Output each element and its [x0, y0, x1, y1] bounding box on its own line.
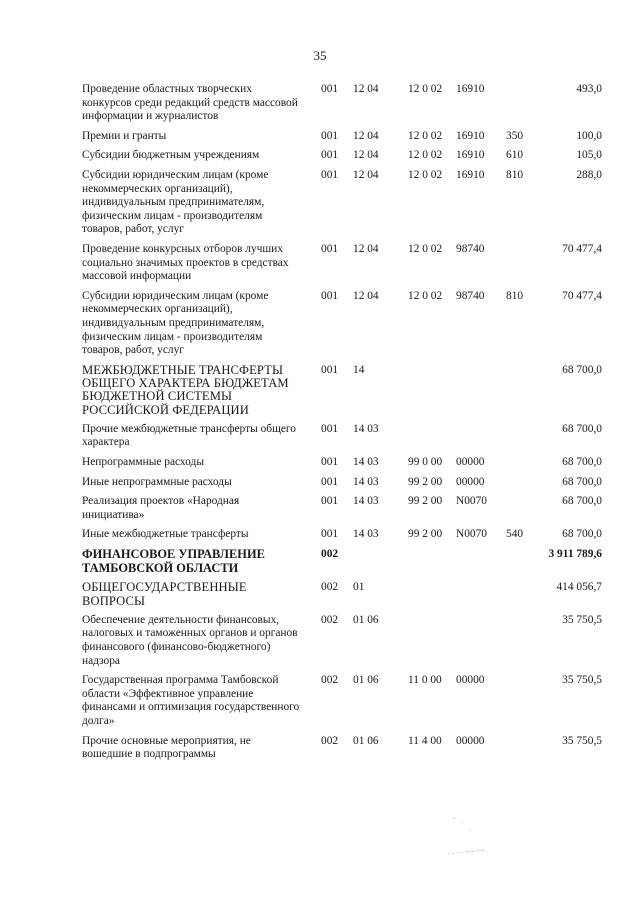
- row-section-code: 12 04: [353, 242, 379, 255]
- row-amount: 70 477,4: [562, 289, 602, 302]
- row-section-code: 12 04: [353, 168, 379, 181]
- row-section-code: 01 06: [353, 613, 379, 626]
- row-amount: 3 911 789,6: [548, 548, 602, 561]
- row-target-article: 99 2 00: [408, 528, 443, 541]
- row-section-code: 01 06: [353, 734, 379, 747]
- row-target-article: 99 0 00: [408, 456, 443, 469]
- row-target-article: 12 0 02: [408, 149, 443, 162]
- row-section-code: 14 03: [353, 422, 379, 435]
- row-section-code: 12 04: [353, 83, 379, 95]
- row-amount: 68 700,0: [562, 422, 602, 435]
- row-expense-code: 16910: [456, 129, 485, 142]
- row-ministry-code: 001: [321, 149, 339, 162]
- page-number: 35: [313, 48, 327, 63]
- row-target-article: 11 0 00: [408, 674, 442, 687]
- row-ministry-code: 001: [321, 129, 339, 142]
- row-amount: 35 750,5: [562, 613, 602, 626]
- row-amount: 68 700,0: [562, 456, 602, 469]
- row-ministry-code: 001: [321, 289, 339, 302]
- row-amount: 68 700,0: [562, 495, 602, 508]
- row-expense-code: 98740: [456, 242, 485, 255]
- row-name: ФИНАНСОВОЕ УПРАВЛЕНИЕ ТАМБОВСКОЙ ОБЛАСТИ: [82, 547, 265, 575]
- row-name: МЕЖБЮДЖЕТНЫЕ ТРАНСФЕРТЫ ОБЩЕГО ХАРАКТЕРА БЮДЖЕТАМ БЮДЖЕТНОЙ СИСТЕМЫ РОССИЙСКОЙ ФЕДЕРАЦИИ: [82, 362, 289, 417]
- table-row: [82, 495, 602, 522]
- row-name: Реализация проектов «Народная инициатива»: [82, 495, 240, 521]
- row-expense-type: 350: [506, 129, 524, 142]
- row-amount: 105,0: [576, 149, 602, 162]
- row-expense-code: 00000: [456, 475, 485, 488]
- row-target-article: 11 4 00: [408, 734, 442, 747]
- row-expense-code: N0070: [456, 528, 488, 541]
- row-target-article: 12 0 02: [408, 83, 443, 95]
- table-row: [82, 456, 602, 470]
- row-expense-code: 16910: [456, 168, 485, 181]
- row-ministry-code: 001: [321, 495, 339, 508]
- row-amount: 70 477,4: [562, 242, 602, 255]
- table-row: [82, 674, 602, 728]
- row-amount: 288,0: [576, 168, 602, 181]
- row-target-article: 99 2 00: [408, 495, 443, 508]
- row-ministry-code: 001: [321, 83, 339, 95]
- row-expense-code: N0070: [456, 495, 488, 508]
- table-row: [82, 290, 602, 358]
- row-expense-type: 540: [506, 528, 524, 541]
- row-amount: 414 056,7: [556, 581, 602, 594]
- table-row: [82, 476, 602, 490]
- row-name: Прочие межбюджетные трансферты общего характера: [82, 422, 296, 449]
- table-row: [82, 614, 602, 668]
- row-name: Государственная программа Тамбовской области «Эффективное управление финансами и оптимизация государственного долга»: [82, 674, 300, 727]
- row-amount: 68 700,0: [562, 528, 602, 541]
- table-row: [82, 423, 602, 450]
- row-ministry-code: 001: [321, 363, 339, 376]
- row-section-code: 14 03: [353, 495, 379, 508]
- scan-specks: [440, 810, 520, 870]
- row-ministry-code: 002: [321, 613, 339, 626]
- table-row: [82, 581, 602, 608]
- row-ministry-code: 002: [321, 734, 339, 747]
- row-ministry-code: 001: [321, 168, 339, 181]
- table-row: [82, 243, 602, 284]
- row-ministry-code: 001: [321, 242, 339, 255]
- row-name: Обеспечение деятельности финансовых, налоговых и таможенных органов и органов финансового (финансово-бюджетного) надзора: [82, 613, 298, 667]
- row-target-article: 12 0 02: [408, 168, 443, 181]
- row-expense-code: 00000: [456, 456, 485, 469]
- row-name: Иные межбюджетные трансферты: [82, 528, 249, 541]
- row-ministry-code: 001: [321, 528, 339, 541]
- row-amount: 35 750,5: [562, 674, 602, 687]
- table-row: [82, 83, 602, 124]
- row-amount: 493,0: [576, 83, 602, 95]
- row-expense-type: 610: [506, 149, 524, 162]
- row-expense-code: 98740: [456, 289, 485, 302]
- row-section-code: 01: [353, 581, 365, 594]
- row-amount: 68 700,0: [562, 475, 602, 488]
- budget-table: [82, 83, 602, 768]
- row-section-code: 14 03: [353, 528, 379, 541]
- row-section-code: 01 06: [353, 674, 379, 687]
- row-ministry-code: 002: [321, 548, 339, 561]
- row-section-code: 12 04: [353, 129, 379, 142]
- row-section-code: 14 03: [353, 456, 379, 469]
- row-expense-code: 00000: [456, 734, 485, 747]
- row-name: Премии и гранты: [82, 129, 167, 142]
- table-row: [82, 149, 602, 163]
- row-name: Проведение конкурсных отборов лучших социально значимых проектов в средствах массовой информации: [82, 242, 289, 283]
- row-name: ОБЩЕГОСУДАРСТВЕННЫЕ ВОПРОСЫ: [82, 580, 247, 608]
- row-ministry-code: 002: [321, 581, 339, 594]
- row-section-code: 12 04: [353, 149, 379, 162]
- row-target-article: 12 0 02: [408, 129, 443, 142]
- row-name: Субсидии юридическим лицам (кроме некоммерческих организаций), индивидуальным предпринимателям, физическим лицам - производителям товаров, работ, услуг: [82, 289, 269, 357]
- row-section-code: 14 03: [353, 475, 379, 488]
- row-ministry-code: 001: [321, 422, 339, 435]
- row-name: Проведение областных творческих конкурсов среди редакций средств массовой информации и журналистов: [82, 83, 298, 123]
- row-ministry-code: 001: [321, 456, 339, 469]
- row-amount: 35 750,5: [562, 734, 602, 747]
- row-target-article: 99 2 00: [408, 475, 443, 488]
- table-row: [82, 169, 602, 237]
- row-name: Прочие основные мероприятия, не вошедшие в подпрограммы: [82, 734, 251, 761]
- row-amount: 68 700,0: [562, 363, 602, 376]
- row-name: Субсидии юридическим лицам (кроме некоммерческих организаций), индивидуальным предпринимателям, физическим лицам - производителям товаров, работ, услуг: [82, 168, 269, 236]
- row-amount: 100,0: [576, 129, 602, 142]
- row-expense-code: 00000: [456, 674, 485, 687]
- table-row: [82, 735, 602, 762]
- table-row: [82, 528, 602, 542]
- row-target-article: 12 0 02: [408, 289, 443, 302]
- row-ministry-code: 001: [321, 475, 339, 488]
- row-target-article: 12 0 02: [408, 242, 443, 255]
- row-name: Непрограммные расходы: [82, 456, 204, 469]
- row-expense-type: 810: [506, 289, 524, 302]
- table-row: [82, 130, 602, 144]
- row-expense-code: 16910: [456, 83, 485, 95]
- row-expense-type: 810: [506, 168, 524, 181]
- row-section-code: 12 04: [353, 289, 379, 302]
- row-name: Иные непрограммные расходы: [82, 475, 232, 488]
- row-ministry-code: 002: [321, 674, 339, 687]
- table-row: [82, 364, 602, 417]
- table-row: [82, 548, 602, 575]
- row-expense-code: 16910: [456, 149, 485, 162]
- row-name: Субсидии бюджетным учреждениям: [82, 149, 260, 162]
- row-section-code: 14: [353, 363, 365, 376]
